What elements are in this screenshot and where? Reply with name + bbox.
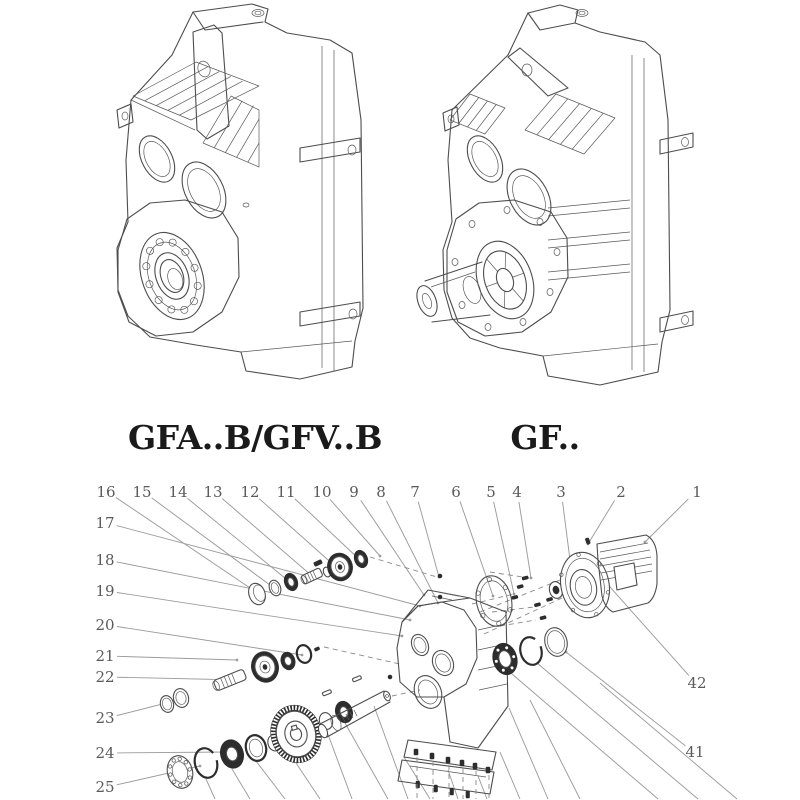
leader-dot-25 [199,765,202,768]
part-callout-25: 25 [95,778,115,796]
pan-bolts [414,749,490,798]
part-callout-4: 4 [512,483,522,501]
leader-line-5 [494,502,514,594]
leader-line-21 [117,656,237,660]
part-callout-19: 19 [95,582,115,600]
part-callout-1: 1 [692,483,702,501]
part-callout-18: 18 [95,551,115,569]
leader-line-1 [645,499,688,542]
leader-line-24 [117,752,227,753]
leader-line-11 [295,499,360,560]
leader-line-20 [117,627,302,655]
part-callout-14: 14 [168,483,188,501]
leader-line-15 [152,498,274,588]
part-callout-7: 7 [410,483,420,501]
exploded-line-art [159,535,737,799]
leader-dot-6 [492,595,495,598]
leader-line-8 [386,501,438,603]
part-callout-11: 11 [276,483,296,501]
part-callout-5: 5 [486,483,496,501]
leader-line-7 [418,502,439,577]
part-callout-24: 24 [95,744,115,762]
leader-line-10 [330,499,380,556]
part-callout-17: 17 [95,514,115,532]
part-callout-10: 10 [312,483,332,501]
part-callout-2: 2 [616,483,626,501]
leader-line-14 [187,498,291,583]
leader-dot-5 [513,593,516,596]
callout-layer [95,483,706,796]
part-callout-22: 22 [95,668,115,686]
leader-dot-19 [401,635,404,638]
part-callout-20: 20 [95,616,115,634]
model-label-gfab: GFA..B/GFV..B [127,418,383,457]
leader-line-2 [588,500,615,544]
part-callout-3: 3 [556,483,566,501]
flange-bolts [507,571,557,626]
model-label-gf: GF.. [510,418,580,457]
leader-line-12 [259,499,336,567]
part-callout-41: 41 [685,743,705,761]
part-callout-21: 21 [95,647,115,665]
part-callout-6: 6 [451,483,461,501]
leader-dot-1 [644,541,647,544]
leader-line-3 [563,502,570,560]
leader-dot-4 [530,577,533,580]
part-callout-12: 12 [240,483,260,501]
leader-line-9 [361,500,424,595]
leader-dot-10 [379,555,382,558]
leader-dot-18 [409,619,412,622]
leader-dot-20 [301,654,304,657]
leader-line-16 [116,498,256,592]
part-callout-23: 23 [95,709,115,727]
part-callout-8: 8 [376,483,386,501]
part-callout-15: 15 [132,483,152,501]
part-callout-9: 9 [349,483,359,501]
leader-line-4 [519,502,531,578]
leader-line-42 [602,578,689,676]
part-callout-16: 16 [96,483,116,501]
leader-line-17 [117,526,420,606]
leader-dot-21 [236,659,239,662]
part-callout-13: 13 [203,483,223,501]
part-callout-42: 42 [687,674,707,692]
leader-line-41 [566,652,686,746]
